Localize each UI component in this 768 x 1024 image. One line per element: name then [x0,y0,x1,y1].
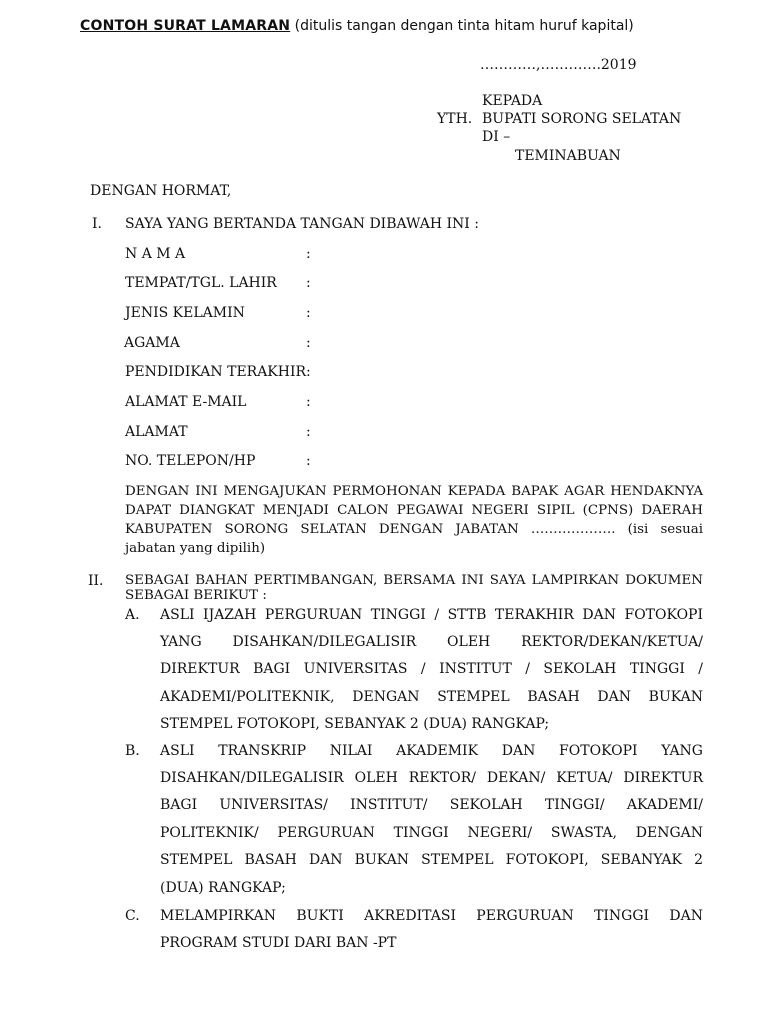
field-colon: : [306,394,311,410]
field-colon: : [306,364,311,380]
document-title: CONTOH SURAT LAMARAN [80,18,291,34]
field-colon: : [306,246,311,262]
field-label-nama: N A M A [125,246,186,262]
section-2-number: II. [88,573,104,589]
field-colon: : [306,335,311,351]
item-b-line: DISAHKAN/DILEGALISIR OLEH REKTOR/ DEKAN/ KETUA/ DIREKTUR [160,770,703,786]
field-label-pendidikan-terakhir: PENDIDIKAN TERAKHIR [125,364,307,380]
item-b-line: POLITEKNIK/ PERGURUAN TINGGI NEGERI/ SWASTA, DENGAN [160,825,703,841]
document-title-note: (ditulis tangan dengan tinta hitam huruf kapital) [294,18,634,34]
item-a-line: AKADEMI/POLITEKNIK, DENGAN STEMPEL BASAH DAN BUKAN [160,689,703,705]
recipient-city: TEMINABUAN [515,148,621,164]
document-header [80,18,634,34]
field-colon: : [306,453,311,469]
section-2-intro-line: SEBAGAI BAHAN PERTIMBANGAN, BERSAMA INI SAYA LAMPIRKAN DOKUMEN [125,573,703,588]
item-b-line: BAGI UNIVERSITAS/ INSTITUT/ SEKOLAH TINGGI/ AKADEMI/ [160,797,703,813]
field-label-no-telepon: NO. TELEPON/HP [125,453,256,469]
section-1-intro: SAYA YANG BERTANDA TANGAN DIBAWAH INI : [125,216,479,232]
item-b-line: STEMPEL BASAH DAN BUKAN STEMPEL FOTOKOPI, SEBANYAK 2 [160,852,703,868]
field-label-alamat: ALAMAT [125,424,188,440]
item-c-letter: C. [125,908,140,924]
application-paragraph-line: KABUPATEN SORONG SELATAN DENGAN JABATAN ………………. (isi sesuai [125,522,703,537]
field-label-jenis-kelamin: JENIS KELAMIN [125,305,245,321]
section-1-number: I. [92,216,102,232]
field-label-agama: AGAMA [124,335,180,351]
item-a-line: DIREKTUR BAGI UNIVERSITAS / INSTITUT / SEKOLAH TINGGI / [160,661,703,677]
application-paragraph-line: jabatan yang dipilih) [125,541,266,556]
recipient-kepada: KEPADA [482,93,543,109]
item-c-line: PROGRAM STUDI DARI BAN -PT [160,935,397,951]
recipient-name: BUPATI SORONG SELATAN [482,111,682,127]
field-colon: : [306,305,311,321]
item-a-line: YANG DISAHKAN/DILEGALISIR OLEH REKTOR/DEKAN/KETUA/ [160,634,703,650]
field-colon: : [306,424,311,440]
field-label-tempat-tgl-lahir: TEMPAT/TGL. LAHIR [125,275,277,291]
item-b-line: ASLI TRANSKRIP NILAI AKADEMIK DAN FOTOKOPI YANG [160,743,703,759]
item-a-line: ASLI IJAZAH PERGURUAN TINGGI / STTB TERAKHIR DAN FOTOKOPI [160,607,703,623]
salutation: DENGAN HORMAT, [90,183,232,199]
field-colon: : [306,275,311,291]
item-c-line: MELAMPIRKAN BUKTI AKREDITASI PERGURUAN TINGGI DAN [160,908,703,924]
item-b-letter: B. [125,743,140,759]
item-b-line: (DUA) RANGKAP; [160,880,286,896]
recipient-yth: YTH. [437,111,473,127]
field-label-alamat-email: ALAMAT E-MAIL [125,394,247,410]
application-paragraph-line: DAPAT DIANGKAT MENJADI CALON PEGAWAI NEGERI SIPIL (CPNS) DAERAH [125,503,703,518]
date-line: …………,………….2019 [480,57,637,73]
recipient-di: DI – [482,129,511,145]
application-paragraph-line: DENGAN INI MENGAJUKAN PERMOHONAN KEPADA BAPAK AGAR HENDAKNYA [125,484,703,499]
section-2-intro-line: SEBAGAI BERIKUT : [125,588,267,603]
item-a-line: STEMPEL FOTOKOPI, SEBANYAK 2 (DUA) RANGKAP; [160,716,550,732]
item-a-letter: A. [125,607,140,623]
